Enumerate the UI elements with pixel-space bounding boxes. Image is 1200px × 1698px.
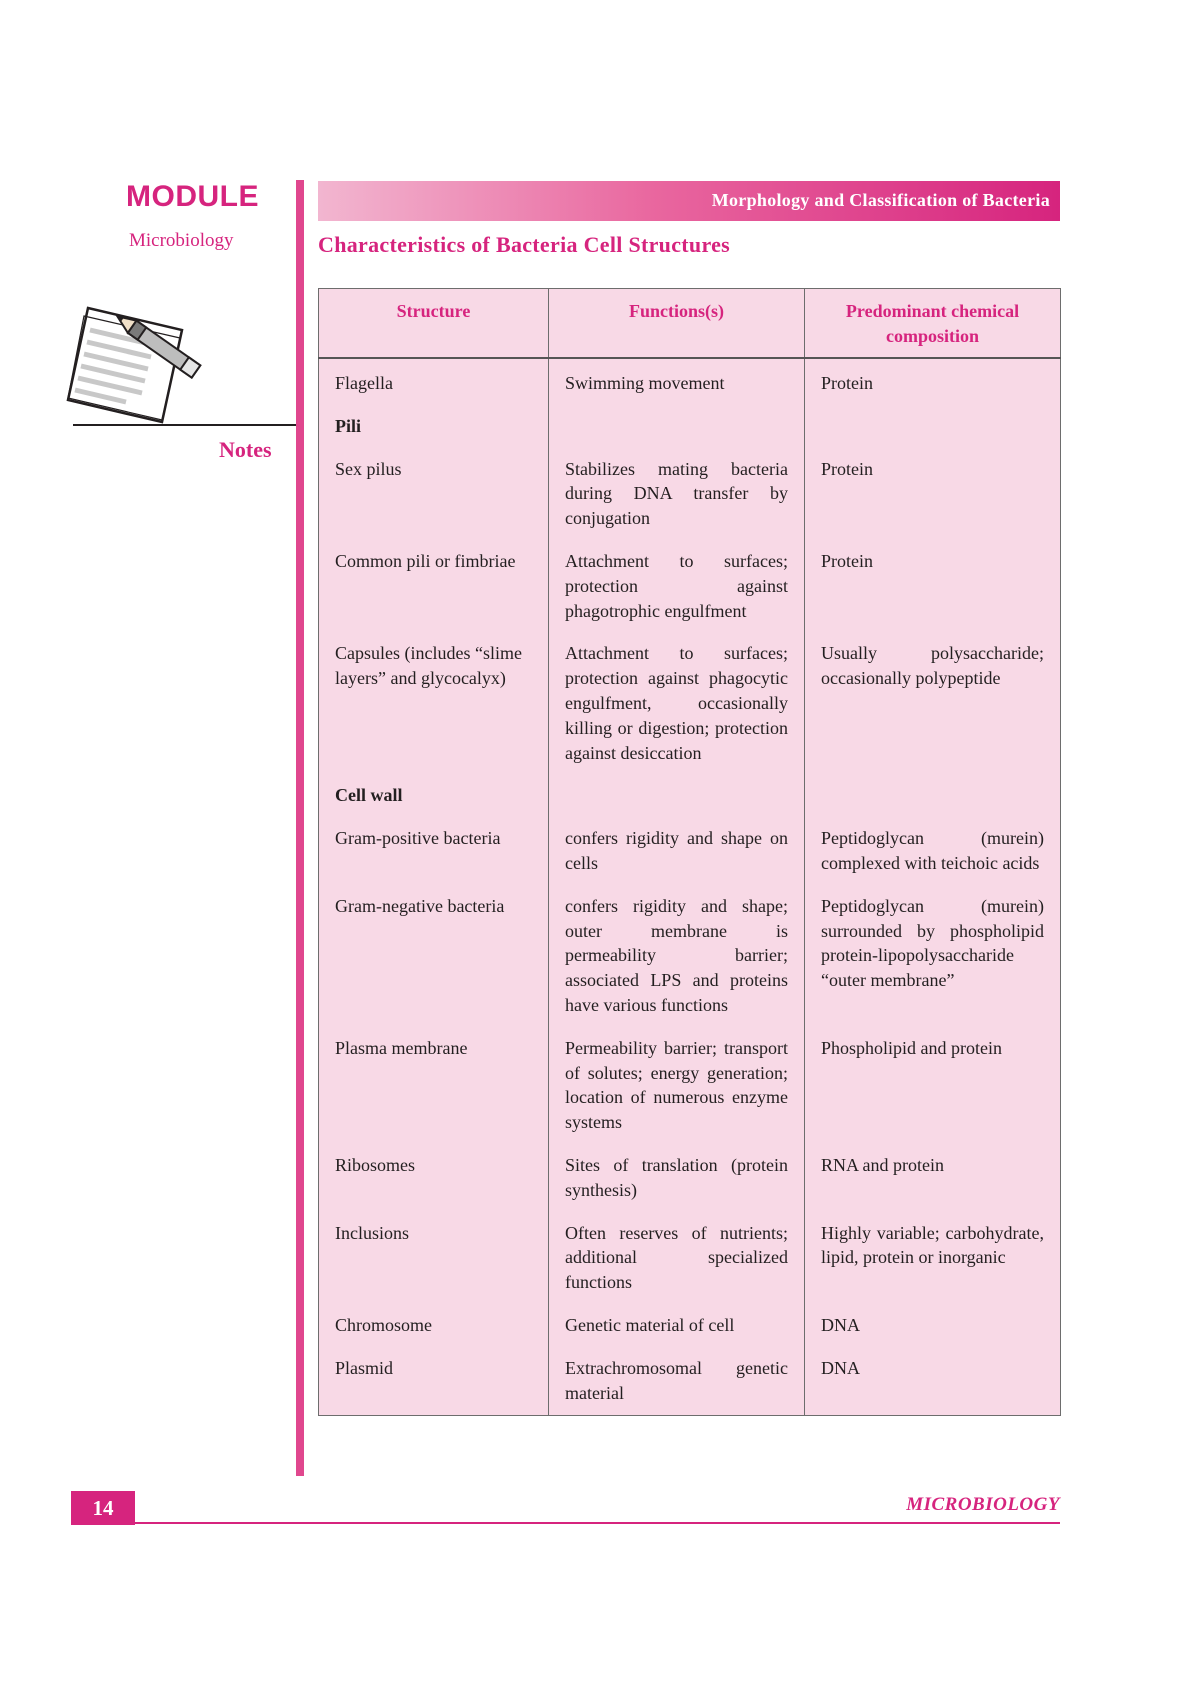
function-cell: Attachment to surfaces; protection against phagocytic engulfment, occasionally killing or digestion; protection against desiccation <box>549 635 805 777</box>
table-row <box>319 451 1061 543</box>
function-cell: Stabilizes mating bacteria during DNA transfer by conjugation <box>549 451 805 543</box>
notes-label: Notes <box>219 437 272 462</box>
structure-cell: Plasmid <box>335 1357 394 1378</box>
table-row <box>319 358 1061 408</box>
composition-cell: Protein <box>805 358 1061 408</box>
structure-cell: Ribosomes <box>335 1154 416 1175</box>
structure-cell: Capsules (includes “slime layers” and glycocalyx) <box>335 643 522 689</box>
structure-cell: Sex pilus <box>335 458 402 479</box>
structure-cell: Plasma membrane <box>335 1037 468 1058</box>
structure-cell: Flagella <box>335 373 393 393</box>
composition-cell <box>805 777 1061 820</box>
table-row <box>319 1307 1061 1350</box>
section-title: Characteristics of Bacteria Cell Structures <box>318 232 731 257</box>
composition-cell: Peptidoglycan (murein) complexed with teichoic acids <box>805 820 1061 888</box>
structure-cell: Gram-positive bacteria <box>335 828 501 849</box>
composition-cell: Protein <box>805 543 1061 635</box>
chapter-banner <box>318 181 1060 221</box>
table-row <box>319 820 1061 888</box>
header-structure: Structure <box>319 289 549 359</box>
notes-divider <box>73 424 298 426</box>
margin-bar <box>296 180 304 1476</box>
composition-cell: Phospholipid and protein <box>805 1030 1061 1147</box>
composition-cell: DNA <box>805 1350 1061 1416</box>
book-title: MICROBIOLOGY <box>906 1494 1060 1515</box>
table-row <box>319 1147 1061 1215</box>
header-functions: Functions(s) <box>549 289 805 359</box>
function-cell <box>549 777 805 820</box>
composition-cell: Peptidoglycan (murein) surrounded by phospholipid protein-lipopolysaccharide “outer membrane” <box>805 888 1061 1030</box>
composition-cell: Protein <box>805 451 1061 543</box>
table-row <box>319 408 1061 451</box>
notepad-pencil-icon <box>66 300 216 440</box>
table-row <box>319 1030 1061 1147</box>
function-cell: Extrachromosomal genetic material <box>549 1350 805 1416</box>
composition-cell: RNA and protein <box>805 1147 1061 1215</box>
function-cell: Genetic material of cell <box>549 1307 805 1350</box>
composition-cell: DNA <box>805 1307 1061 1350</box>
function-cell: confers rigidity and shape on cells <box>549 820 805 888</box>
table-row <box>319 1215 1061 1307</box>
composition-cell <box>805 408 1061 451</box>
composition-cell: Usually polysaccharide; occasionally polypeptide <box>805 635 1061 777</box>
table-row <box>319 1350 1061 1416</box>
structure-cell: Inclusions <box>335 1222 409 1243</box>
function-cell: Permeability barrier; transport of solutes; energy generation; location of numerous enzyme systems <box>549 1030 805 1147</box>
function-cell <box>549 408 805 451</box>
function-cell: Swimming movement <box>549 358 805 408</box>
page-number: 14 <box>71 1491 135 1525</box>
table-row <box>319 635 1061 777</box>
module-title: MODULE <box>126 180 259 213</box>
function-cell: confers rigidity and shape; outer membrane is permeability barrier; associated LPS and proteins have various functions <box>549 888 805 1030</box>
group-heading-cell: Cell wall <box>335 785 403 806</box>
function-cell: Attachment to surfaces; protection against phagotrophic engulfment <box>549 543 805 635</box>
table-row <box>319 543 1061 635</box>
structure-cell: Chromosome <box>335 1314 432 1335</box>
header-composition: Predominant chemical composition <box>805 289 1061 359</box>
table-header-row <box>319 289 1061 359</box>
module-subject: Microbiology <box>129 230 234 251</box>
composition-cell: Highly variable; carbohydrate, lipid, protein or inorganic <box>805 1215 1061 1307</box>
table-row <box>319 777 1061 820</box>
group-heading-cell: Pili <box>335 415 361 436</box>
table-row <box>319 888 1061 1030</box>
function-cell: Sites of translation (protein synthesis) <box>549 1147 805 1215</box>
characteristics-table <box>318 288 1061 1416</box>
function-cell: Often reserves of nutrients; additional specialized functions <box>549 1215 805 1307</box>
structure-cell: Gram-negative bacteria <box>335 895 505 916</box>
chapter-title: Morphology and Classification of Bacteria <box>711 190 1050 210</box>
footer-rule <box>135 1522 1060 1524</box>
structure-cell: Common pili or fimbriae <box>335 550 516 571</box>
